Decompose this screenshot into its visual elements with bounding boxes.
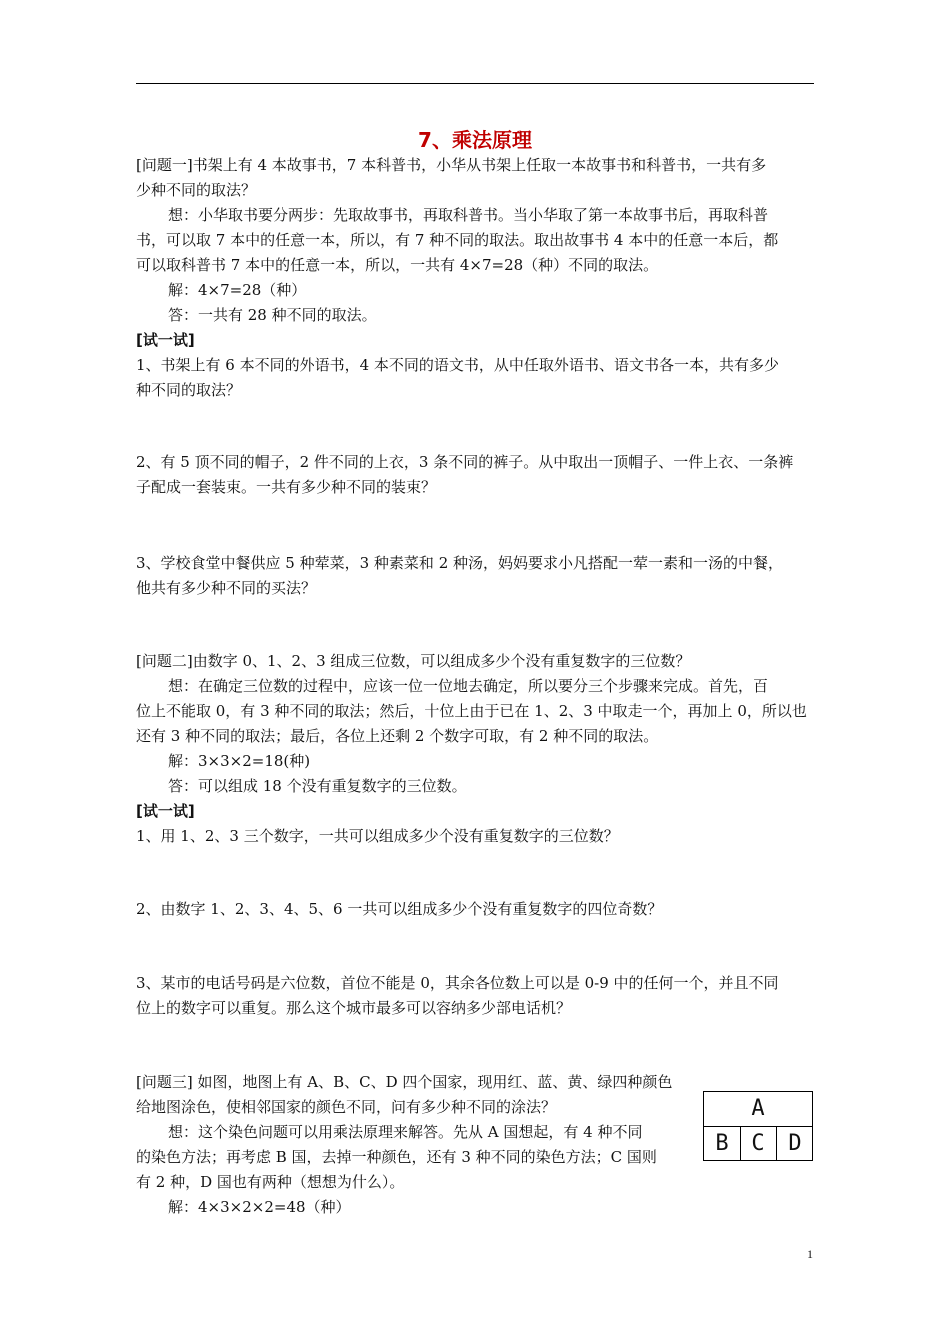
problem-3-solution: 解：4×3×2×2=48（种）: [168, 1198, 351, 1216]
page-title: 7、乘法原理: [418, 128, 532, 152]
exercise-1-2-cont: 子配成一套装束。一共有多少种不同的装束？: [136, 478, 437, 496]
problem-1-statement-cont: 少种不同的取法？: [136, 181, 257, 199]
problem-1-think-cont: 可以取科普书 7 本中的任意一本，所以，一共有 4×7=28（种）不同的取法。: [136, 256, 659, 274]
exercise-2-3: 3、某市的电话号码是六位数，首位不能是 0，其余各位数上可以是 0-9 中的任何一个，并且不同: [136, 974, 779, 992]
country-d: D: [788, 1131, 802, 1156]
problem-3-think: 想：这个染色问题可以用乘法原理来解答。先从 A 国想起，有 4 种不同: [168, 1123, 643, 1141]
exercise-1-2: 2、有 5 顶不同的帽子，2 件不同的上衣，3 条不同的裤子。从中取出一顶帽子、一件上衣、一条裤: [136, 453, 794, 471]
problem-1-solution: 解：4×7=28（种）: [168, 281, 307, 299]
problem-3-statement: [问题三] 如图，地图上有 A、B、C、D 四个国家，现用红、蓝、黄、绿四种颜色: [136, 1073, 673, 1091]
exercise-1-1-cont: 种不同的取法？: [136, 381, 242, 399]
header-rule: [136, 83, 814, 84]
problem-2-think-cont: 位上不能取 0，有 3 种不同的取法；然后，十位上由于已在 1、2、3 中取走一个，再加上 0，所以也: [136, 702, 807, 720]
exercise-2-1: 1、用 1、2、3 三个数字，一共可以组成多少个没有重复数字的三位数？: [136, 827, 619, 845]
problem-2-statement: [问题二]由数字 0、1、2、3 组成三位数，可以组成多少个没有重复数字的三位数？: [136, 652, 691, 670]
problem-1-think: 想：小华取书要分两步：先取故事书，再取科普书。当小华取了第一本故事书后，再取科普: [168, 206, 769, 224]
country-a: A: [704, 1092, 812, 1127]
problem-1-think-cont: 书，可以取 7 本中的任意一本，所以，有 7 种不同的取法。取出故事书 4 本中的任意一本后，都: [136, 231, 779, 249]
page-number: 1: [807, 1247, 813, 1261]
problem-3-think-cont: 有 2 种，D 国也有两种（想想为什么）。: [136, 1173, 405, 1191]
exercise-2-2: 2、由数字 1、2、3、4、5、6 一共可以组成多少个没有重复数字的四位奇数？: [136, 900, 663, 918]
problem-1-answer: 答：一共有 28 种不同的取法。: [168, 306, 377, 324]
exercise-1-1: 1、书架上有 6 本不同的外语书，4 本不同的语文书，从中任取外语书、语文书各一本，共有多少: [136, 356, 779, 374]
problem-1-statement: [问题一]书架上有 4 本故事书，7 本科普书，小华从书架上任取一本故事书和科普书，一共有多: [136, 156, 767, 174]
problem-2-think-cont: 还有 3 种不同的取法；最后，各位上还剩 2 个数字可取，有 2 种不同的取法。: [136, 727, 659, 745]
country-c: C: [740, 1127, 777, 1161]
exercise-1-3-cont: 他共有多少种不同的买法？: [136, 579, 317, 597]
exercise-2-3-cont: 位上的数字可以重复。那么这个城市最多可以容纳多少部电话机？: [136, 999, 572, 1017]
country-b: B: [704, 1127, 741, 1161]
problem-2-think: 想：在确定三位数的过程中，应该一位一位地去确定，所以要分三个步骤来完成。首先，百: [168, 677, 769, 695]
try-it-heading: [试一试]: [136, 331, 195, 349]
problem-2-answer: 答：可以组成 18 个没有重复数字的三位数。: [168, 777, 467, 795]
problem-3-think-cont: 的染色方法；再考虑 B 国，去掉一种颜色，还有 3 种不同的染色方法；C 国则: [136, 1148, 657, 1166]
problem-2-solution: 解：3×3×2=18(种): [168, 752, 311, 770]
exercise-1-3: 3、学校食堂中餐供应 5 种荤菜，3 种素菜和 2 种汤，妈妈要求小凡搭配一荤一素和一汤的中餐，: [136, 554, 784, 572]
try-it-heading: [试一试]: [136, 802, 195, 820]
problem-3-statement-cont: 给地图涂色，使相邻国家的颜色不同，问有多少种不同的涂法？: [136, 1098, 557, 1116]
country-map-figure: [703, 1091, 813, 1161]
